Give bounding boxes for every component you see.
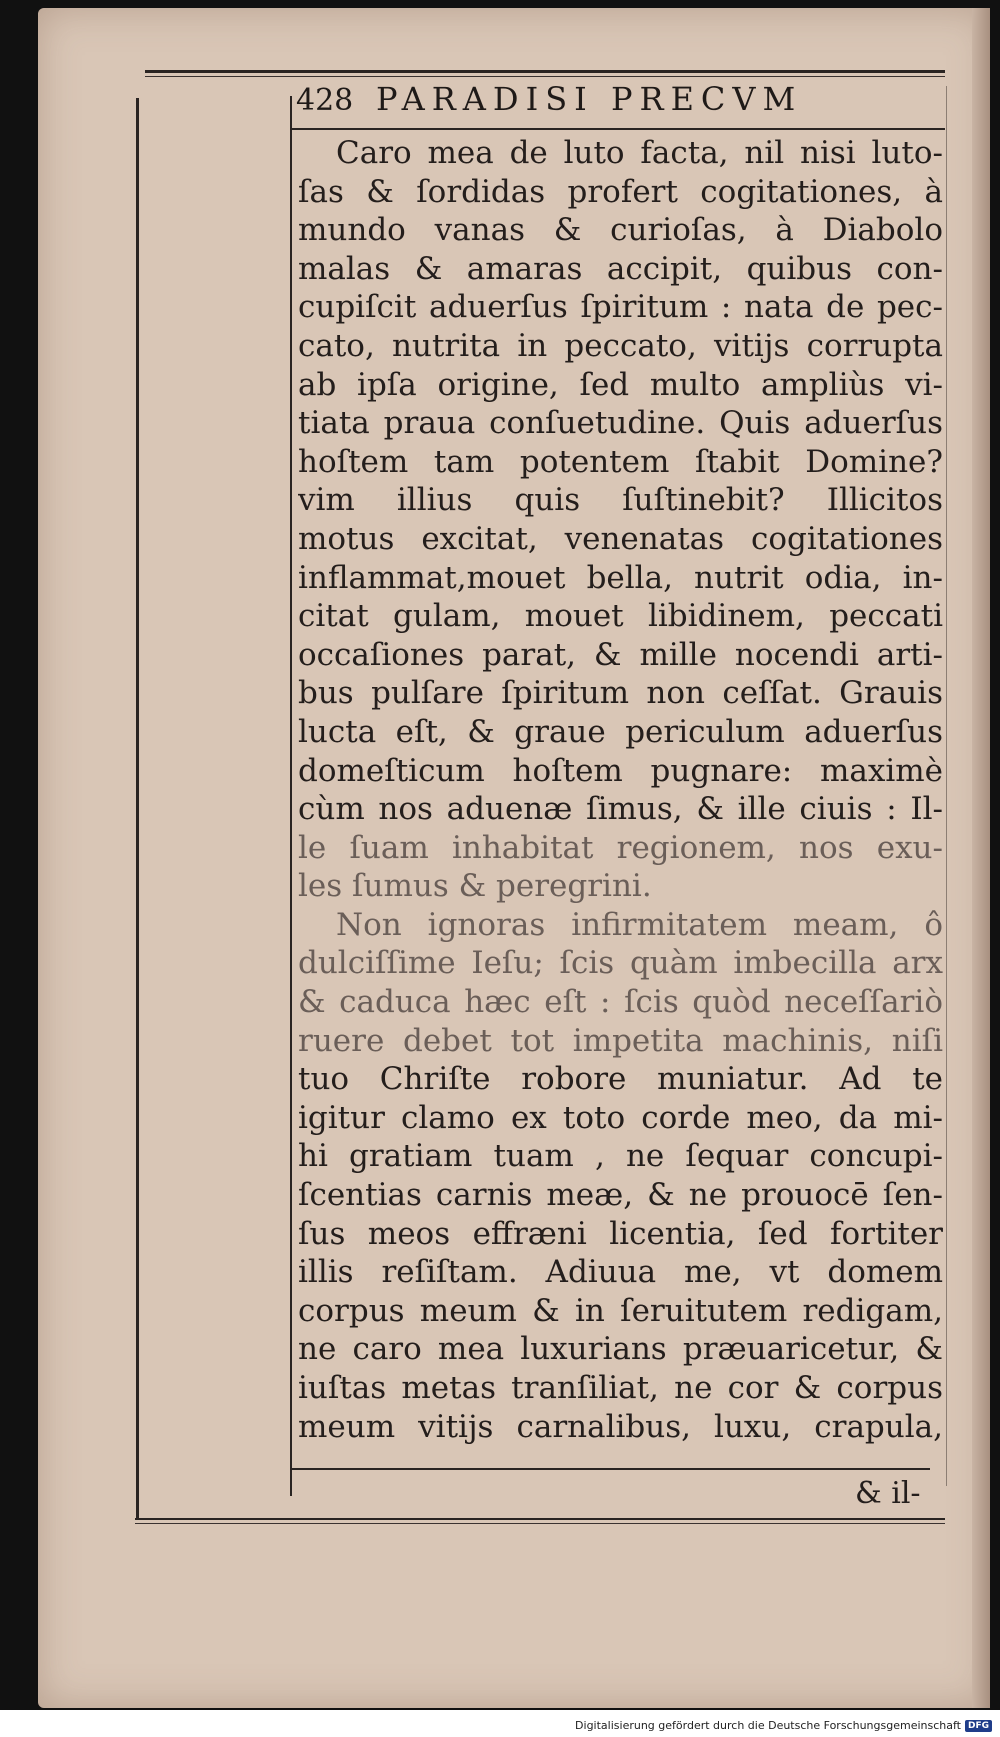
top-rule-thin [145, 76, 945, 77]
text-column-rule [290, 96, 292, 1496]
header-underline [290, 128, 945, 130]
body-text [298, 134, 943, 1446]
text-line: corpus meum & in ſeruitutem redigam, [298, 1292, 943, 1329]
text-line: ſcentias carnis meæ, & ne prouocē ſen- [298, 1177, 943, 1214]
text-line: cupiſcit aduerſus ſpiritum : nata de pec- [298, 289, 943, 326]
catchword: & il- [855, 1476, 921, 1511]
text-line: le ſuam inhabitat regionem, nos exu- [298, 829, 943, 866]
text-line: & caduca hæc eſt : ſcis quòd neceſſariò [298, 984, 943, 1021]
text-line: bus pulſare ſpiritum non ceſſat. Grauis [298, 675, 943, 712]
dfg-logo: DFG [965, 1720, 992, 1732]
text-line: dulciſſime Ieſu; ſcis quàm imbecilla arx [298, 945, 943, 982]
text-line: lucta eſt, & graue periculum aduerſus [298, 713, 943, 750]
funding-credit: Digitalisierung gefördert durch die Deutsche Forschungsgemeinschaft [575, 1719, 961, 1732]
text-line: iuſtas metas tranſiliat, ne cor & corpus [298, 1370, 943, 1406]
text-line: Caro mea de luto facta, nil nisi luto- [336, 135, 943, 171]
text-line: hi gratiam tuam , ne ſequar concupi- [298, 1138, 943, 1175]
text-line: ab ipſa origine, ſed multo ampliùs vi- [298, 366, 943, 403]
text-line: occaſiones parat, & mille nocendi arti- [298, 636, 943, 673]
text-line: meum vitijs carnalibus, luxu, crapula, [298, 1408, 943, 1445]
text-line: igitur clamo ex toto corde meo, da mi- [298, 1099, 943, 1136]
text-line: citat gulam, mouet libidinem, peccati [298, 598, 943, 635]
text-line: Non ignoras infirmitatem meam, ô [336, 906, 943, 943]
text-line: vim illius quis ſuſtinebit? Illicitos [298, 482, 943, 519]
digitization-footer [0, 1714, 1000, 1737]
bottom-rule [135, 1518, 945, 1520]
page-number: 428 [296, 83, 354, 118]
text-line: tiata praua conſuetudine. Quis aduerſus [298, 405, 943, 442]
text-line: hoſtem tam potentem ſtabit Domine? [298, 443, 943, 480]
text-line: ruere debet tot impetita machinis, niſi [298, 1022, 943, 1059]
text-line: inflammat,mouet bella, nutrit odia, in- [298, 559, 943, 596]
right-margin-rule [946, 86, 947, 1486]
text-line: domeſticum hoſtem pugnare: maximè [298, 752, 943, 789]
text-end-rule [290, 1468, 930, 1470]
running-title: PARADISI PRECVM [376, 80, 803, 118]
top-rule [145, 70, 945, 73]
text-line: ſus meos effræni licentia, ſed fortiter [298, 1215, 943, 1252]
text-line: tuo Chriſte robore muniatur. Ad te [298, 1061, 943, 1098]
text-line: malas & amaras accipit, quibus con- [298, 250, 943, 287]
bottom-rule-thin [135, 1523, 945, 1524]
text-line: mundo vanas & curioſas, à Diabolo [298, 212, 943, 249]
text-line: ſas & ſordidas profert cogitationes, à [298, 173, 943, 210]
left-margin-rule [136, 98, 139, 1520]
text-line: cùm nos aduenæ ſimus, & ille ciuis : Il- [298, 791, 943, 828]
running-header [296, 80, 936, 124]
text-line: illis reſiſtam. Adiuua me, vt domem [298, 1254, 943, 1291]
text-line: les ſumus & peregrini. [298, 868, 652, 905]
text-line: motus excitat, venenatas cogitationes [298, 520, 943, 557]
page-edge [972, 8, 990, 1708]
text-line: ne caro mea luxurians præuaricetur, & [298, 1331, 943, 1368]
text-line: cato, nutrita in peccato, vitijs corrupta [298, 327, 943, 364]
